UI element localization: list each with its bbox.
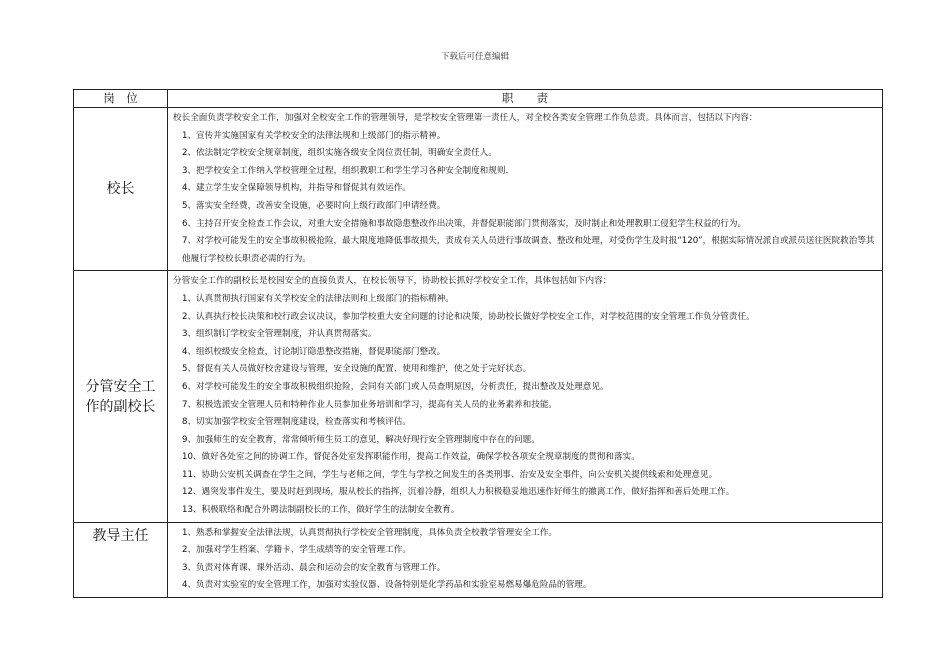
duty-item: 5、督促有关人员做好校舍建设与管理，安全设施的配置、使用和维护，使之处于完好状态。 xyxy=(182,364,532,375)
duty-item: 9、加强师生的安全教育，常常倾听师生员工的意见，解决好现行安全管理制度中存在的问题。 xyxy=(182,434,540,445)
page-header-note: 下载后可任意编辑 xyxy=(440,52,509,62)
duties-cell xyxy=(168,271,883,522)
role-cell: 校长 xyxy=(74,108,168,271)
header-duties: 职 责 xyxy=(168,90,883,108)
duty-item: 6、对学校可能发生的安全事故积极组织抢险，会同有关部门或人员查明原因，分析责任，提出整改及处理意见。 xyxy=(182,381,609,392)
role-cell: 教导主任 xyxy=(74,522,168,597)
duty-item: 1、认真贯彻执行国家有关学校安全的法律法则和上级部门的指标精神。 xyxy=(182,293,454,304)
duty-item: 4、组织校级安全检查，讨论制订隐患整改措施，督促职能部门整改。 xyxy=(182,346,446,357)
duty-item: 2、依法制定学校安全规章制度，组织实施各级安全岗位责任制，明确安全责任人。 xyxy=(182,148,497,159)
table-row xyxy=(74,108,883,271)
duty-item: 4、负责对实验室的安全管理工作，加强对实验仪器、设备特别是化学药品和实验室易燃易爆危险品的管理。 xyxy=(182,580,592,591)
duty-table xyxy=(73,89,883,598)
duty-item: 1、熟悉和掌握安全法律法规，认真贯彻执行学校安全管理制度，具体负责全校教学管理安全工作。 xyxy=(182,527,558,538)
duties-cell xyxy=(168,108,883,271)
duty-item: 2、加强对学生档案、学籍卡、学生成绩等的安全管理工作。 xyxy=(182,545,411,556)
duty-intro: 分管安全工作的副校长是校园安全的直接负责人，在校长领导下，协助校长抓好学校安全工作，具体包括如下内容： xyxy=(173,276,612,287)
duty-item: 11、协助公安机关调查在学生之间，学生与老师之间，学生与学校之间发生的各类刑事、治安及安全事件，向公安机关提供线索和处理意见。 xyxy=(182,469,718,480)
duty-item: 13、积极联络和配合外聘法制副校长的工作，做好学生的法制安全教育。 xyxy=(182,505,460,516)
duty-item: 3、组织制订学校安全管理制度，并认真贯彻落实。 xyxy=(182,329,377,340)
duty-item: 10、做好各处室之间的协调工作，督促各处室发挥职能作用，提高工作效益，确保学校各项安全规章制度的贯彻和落实。 xyxy=(182,452,640,463)
role-cell: 分管安全工作的副校长 xyxy=(74,271,168,522)
duty-intro: 校长全面负责学校安全工作，加强对全校安全工作的管理领导，是学校安全管理第一责任人，对全校各类安全管理工作负总责。具体而言，包括以下内容： xyxy=(173,113,758,123)
duty-item: 6、主持召开安全检查工作会议，对重大安全措施和事故隐患整改作出决策，并督促职能部门贯彻落实，及时制止和处理教职工侵犯学生权益的行为。 xyxy=(182,218,747,229)
duty-item: 12、遇突发事件发生，要及时赶到现场，服从校长的指挥，沉着冷静，组织人力积极稳妥地迅速作好师生的撤离工作，做好指挥和善后处理工作。 xyxy=(182,487,735,498)
duty-item: 2、认真执行校长决策和校行政会议决议，参加学校重大安全问题的讨论和决策，协助校长做好学校安全工作，对学校范围的安全管理工作负分管责任。 xyxy=(182,311,755,322)
duty-item: 8、切实加强学校安全管理制度建设，检查落实和考核评估。 xyxy=(182,417,411,428)
duty-item: 3、负责对体育课、课外活动、晨会和运动会的安全教育与管理工作。 xyxy=(182,562,446,573)
duty-item: 7、对学校可能发生的安全事故积极抢险，最大限度地降低事故损失，责成有关人员进行事故调查、整改和处理，对受伤学生及时报“120”，根据实际情况派自或派员送往医院救治等其他履行学校校长职责必需的行为。 xyxy=(182,236,875,264)
duties-cell xyxy=(168,522,883,597)
table-row xyxy=(74,522,883,597)
table-header-row xyxy=(74,90,883,108)
duty-item: 5、落实安全经费，改善安全设施，必要时向上级行政部门申请经费。 xyxy=(182,200,446,211)
duty-item: 1、宣传并实施国家有关学校安全的法律法规和上级部门的指示精神。 xyxy=(182,130,446,141)
table-row xyxy=(74,271,883,522)
duty-item: 7、积极选派安全管理人员和特种作业人员参加业务培训和学习，提高有关人员的业务素养和技能。 xyxy=(182,399,558,410)
header-position: 岗 位 xyxy=(74,90,168,108)
duty-item: 4、建立学生安全保障领导机构，并指导和督促其有效运作。 xyxy=(182,183,411,194)
duty-item: 3、把学校安全工作纳入学校管理全过程，组织教职工和学生学习各种安全制度和规则. xyxy=(182,165,509,176)
